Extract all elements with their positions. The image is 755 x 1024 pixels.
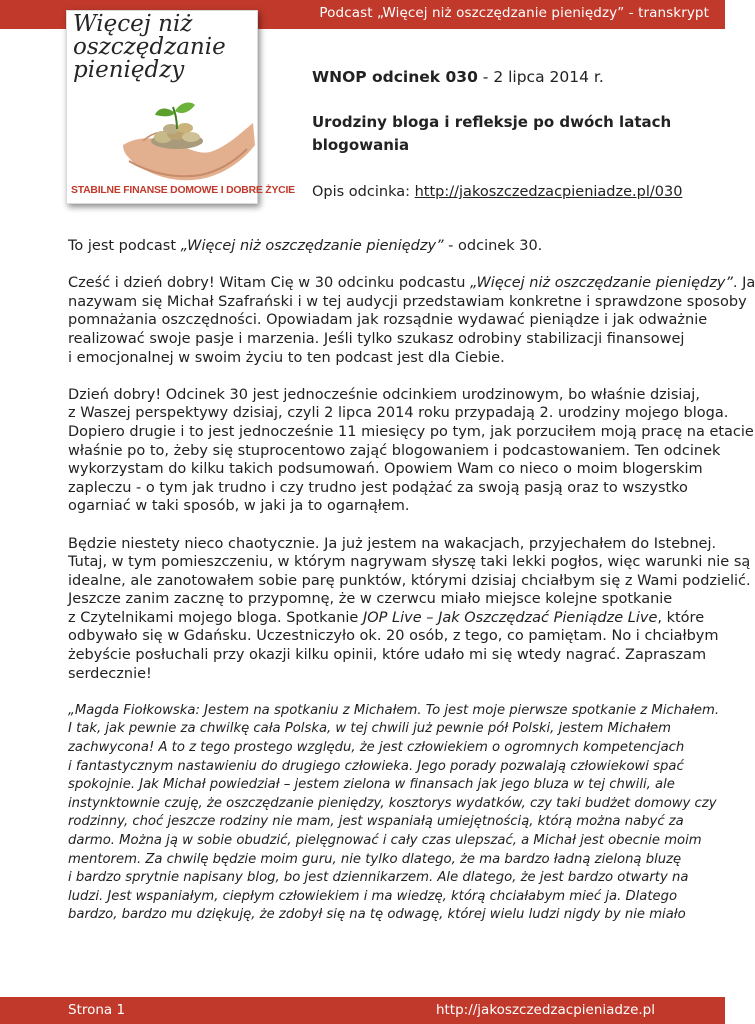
footer-bar — [0, 997, 725, 1024]
quote-line: „Magda Fiołkowska: Jestem na spotkaniu z Michałem. To jest moje pierwsze spotkanie z Michałem. — [68, 702, 720, 718]
paragraph-line: odbywało się w Gdańsku. Uczestniczyło ok. 20 osób, z tego, co pamiętam. No i chciałbym — [68, 628, 719, 645]
paragraph-line: serdecznie! — [68, 665, 152, 682]
intro-paragraph — [68, 237, 663, 256]
paragraph-line: realizować swoje pasje i marzenia. Jeśli tylko szukasz odrobiny stabilizacji finansowej — [68, 330, 685, 347]
cover-title — [73, 13, 253, 82]
podcast-name: „Więcej niż oszczędzanie pieniędzy” — [470, 275, 733, 292]
quote-line: ludzi. Jest wspaniałym, ciepłym człowiekiem i ma wiedzę, którą chciałabym mieć ja. Dlatego — [68, 888, 678, 904]
quote-line: I tak, jak pewnie za chwilkę cała Polska, w tej chwili już pewnie pół Polski, jestem Michałem — [68, 721, 671, 737]
paragraph-greeting — [68, 274, 755, 367]
quote-line: rodzinny, choć jeszcze rodziny nie mam, jest wspaniałą umiejętnością, którą można nabyć za — [68, 814, 684, 830]
meetup-text: , które — [657, 609, 705, 626]
cover-title-line: Więcej niż — [73, 11, 193, 37]
paragraph-line: Będzie niestety nieco chaotycznie. Ja już jestem na wakacjach, przyjechałem do Istebnej. — [68, 535, 717, 552]
paragraph-line: Jeszcze zanim zacznę to przypomnę, że w czerwcu miało miejsce kolejne spotkanie — [68, 591, 673, 608]
paragraph-line — [68, 237, 663, 256]
paragraph-line: właśnie po to, żeby się stuprocentowo zająć blogowaniem i podcastowaniem. Ten odcinek — [68, 442, 721, 459]
paragraph-meetup — [68, 535, 751, 684]
episode-title-line — [312, 68, 712, 86]
meetup-text: z Czytelnikami mojego bloga. Spotkanie — [68, 609, 363, 626]
episode-link[interactable]: http://jakoszczedzacpieniadze.pl/030 — [414, 184, 683, 200]
paragraph-line: Dzień dobry! Odcinek 30 jest jednocześnie odcinkiem urodzinowym, bo właśnie dzisiaj, — [68, 386, 700, 403]
description-label: Opis odcinka: — [312, 184, 410, 200]
event-name: JOP Live – Jak Oszczędzać Pieniądze Live — [362, 609, 658, 626]
paragraph-birthday — [68, 386, 754, 516]
paragraph-line — [68, 609, 705, 628]
page-number: Strona 1 — [68, 1002, 126, 1018]
podcast-name: „Więcej niż oszczędzanie pieniędzy” — [180, 238, 444, 254]
episode-description — [312, 184, 712, 200]
episode-date: - 2 lipca 2014 r. — [482, 68, 604, 86]
cover-tagline: STABILNE FINANSE DOMOWE I DOBRE ŻYCIE — [71, 185, 295, 196]
paragraph-line: zapleczu - o tym jak trudno i czy trudno jest podążać za swoją pasją oraz to wszystko — [68, 479, 688, 496]
paragraph-line: żebyście posłuchali przy okazji kilku opinii, które udało mi się wtedy nagrać. Zapraszam — [68, 647, 707, 664]
intro-text: To jest podcast — [68, 238, 181, 254]
quote-paragraph — [68, 702, 720, 925]
paragraph-line: nazywam się Michał Szafrański i w tej audycji przedstawiam konkretne i sprawdzone sposoby — [68, 293, 747, 310]
paragraph-line: z Waszej perspektywy dzisiaj, czyli 2 lipca 2014 roku przypadają 2. urodziny mojego bloga. — [68, 405, 729, 422]
episode-number: WNOP odcinek 030 — [312, 68, 478, 86]
quote-line: i bardzo sprytnie napisany blog, bo jest dziennikarzem. Ale dlatego, że jest bardzo otwarty na — [68, 870, 689, 886]
quote-line: darmo. Można ją w sobie obudzić, pielęgnować i cały czas ulepszać, a Michał jest obecnie moim — [68, 833, 702, 848]
paragraph-line: pomnażania oszczędności. Opowiadam jak rozsądnie wydawać pieniądze i jak odważnie — [68, 312, 708, 329]
quote-line: i fantastycznym nastawieniu do drugiego człowieka. Jego porady pozwalają człowiekowi spać — [68, 758, 684, 774]
quote-line: mentorem. Za chwilę będzie moim guru, nie tylko dlatego, że ma bardzo ładną zieloną bluzę — [68, 851, 682, 867]
header-title: Podcast „Więcej niż oszczędzanie pieniędzy” - transkrypt — [319, 5, 709, 21]
hands-with-coins-icon — [119, 101, 255, 185]
episode-subtitle-line: blogowania — [312, 136, 410, 154]
episode-header — [312, 68, 712, 200]
intro-text: - odcinek 30. — [443, 238, 543, 254]
paragraph-line: wykorzystam do kilku takich podsumowań. Opowiem Wam co nieco o moim blogerskim — [68, 461, 703, 478]
quote-line: instynktownie czuję, że oszczędzanie pieniędzy, kosztorys wydatków, czy taki budżet domowy czy — [68, 795, 717, 811]
paragraph-line: i emocjonalnej w swoim życiu to ten podcast jest dla Ciebie. — [68, 349, 505, 366]
paragraph-line: Dopiero drugie i to jest jednocześnie 11 miesięcy po tym, jak porzuciłem moją pracę na etacie — [68, 423, 754, 440]
greeting-text: . Ja — [732, 275, 755, 292]
greeting-text: Cześć i dzień dobry! Witam Cię w 30 odcinku podcastu — [68, 275, 470, 292]
podcast-cover — [66, 10, 295, 204]
paragraph-line: ogarniać w taki sposób, w jaki ja to ogarnąłem. — [68, 498, 410, 515]
episode-subtitle — [312, 111, 712, 157]
quote-line: bardzo, bardzo mu dziękuję, że zdobył się na tę odwagę, której wielu ludzi nigdy by nie miało — [68, 907, 686, 923]
cover-title-line: pieniędzy — [73, 57, 185, 83]
quote-line: zachwycona! A to z tego prostego względu, że jest człowiekiem o ogromnych kompetencjach — [68, 740, 685, 756]
episode-subtitle-line: Urodziny bloga i refleksje po dwóch latach — [312, 113, 672, 131]
quote-line: spokojnie. Jak Michał powiedział – jestem zielona w finansach jak jego bluza w tej chwili, ale — [68, 777, 675, 793]
paragraph-line — [68, 274, 755, 293]
footer-link[interactable]: http://jakoszczedzacpieniadze.pl — [435, 1002, 655, 1018]
transcript-body — [68, 237, 755, 944]
paragraph-line: Tutaj, w tym pomieszczeniu, w którym nagrywam słyszę taki lekki pogłos, więc warunki nie są — [68, 554, 751, 571]
cover-title-line: oszczędzanie — [73, 34, 226, 60]
paragraph-line: idealne, ale zanotowałem sobie parę punktów, którymi dzisiaj chciałbym się z Wami podzielić. — [68, 572, 751, 589]
